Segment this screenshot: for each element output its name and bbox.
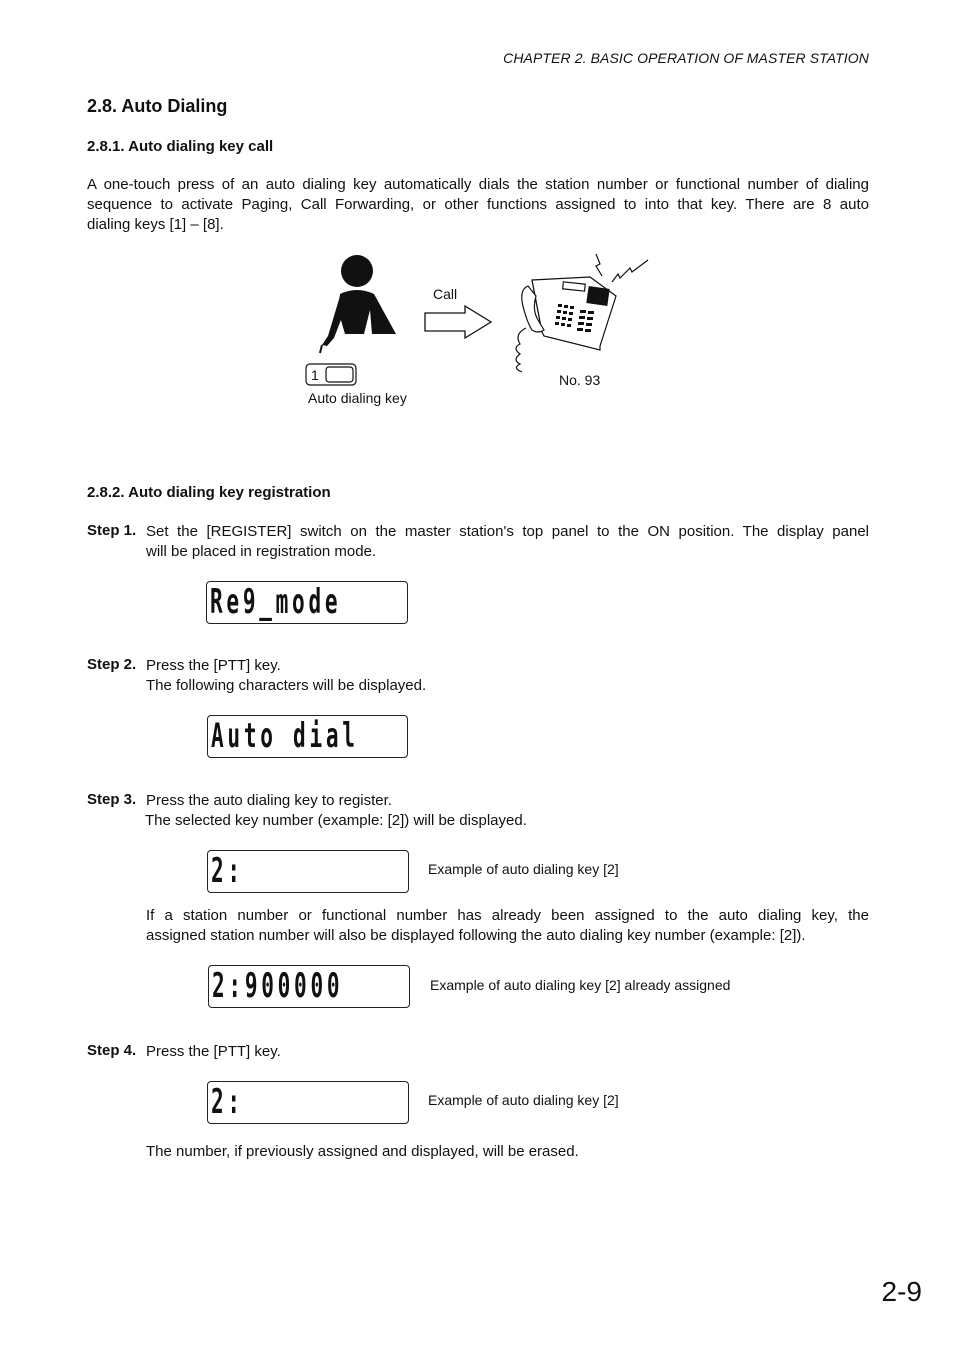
call-arrow-icon (425, 306, 491, 338)
person-icon (320, 255, 396, 353)
display-caption-step-3: Example of auto dialing key [2] (428, 861, 619, 877)
display-panel-step-3-assigned (208, 965, 410, 1008)
telephone-icon (516, 254, 648, 372)
step-3-line-2: The selected key number (example: [2]) will be displayed. (145, 812, 527, 829)
chapter-header: CHAPTER 2. BASIC OPERATION OF MASTER STATION (503, 50, 869, 66)
step-4-footer-text: The number, if previously assigned and displayed, will be erased. (146, 1143, 579, 1160)
step-3-extra-line-1: If a station number or functional number has already been assigned to the auto dialing key, the (146, 907, 869, 924)
step-4-label: Step 4. (87, 1042, 137, 1059)
call-label: Call (433, 286, 458, 302)
step-3-extra-line-2: assigned station number will also be displayed following the auto dialing key number (example: [2]). (146, 927, 806, 944)
intro-line-1: A one-touch press of an auto dialing key automatically dials the station number or functional number of dialing (87, 176, 869, 193)
step-2-line-1: Press the [PTT] key. (146, 657, 281, 674)
display-panel-step-1 (206, 581, 408, 624)
auto-dial-figure (300, 250, 660, 415)
step-1-label: Step 1. (87, 522, 137, 539)
step-3-text (146, 791, 869, 831)
step-2-label: Step 2. (87, 656, 137, 673)
subsection-title-2: 2.8.2. Auto dialing key registration (87, 484, 331, 501)
intro-paragraph (87, 175, 869, 235)
intro-line-3: dialing keys [1] – [8]. (87, 216, 224, 233)
step-3-label: Step 3. (87, 791, 137, 808)
display-caption-step-3-assigned: Example of auto dialing key [2] already assigned (430, 977, 731, 993)
display-text-step-4: 2: (211, 1082, 244, 1122)
key-number: 1 (311, 367, 319, 383)
step-4-line-1: Press the [PTT] key. (146, 1043, 281, 1060)
display-caption-step-4: Example of auto dialing key [2] (428, 1092, 619, 1108)
display-text-step-1: Re9_mode (210, 582, 342, 622)
display-text-step-3: 2: (211, 851, 244, 891)
subsection-title-1: 2.8.1. Auto dialing key call (87, 138, 274, 155)
step-1-text (146, 522, 869, 562)
key-label: Auto dialing key (308, 390, 407, 406)
display-panel-step-3 (207, 850, 409, 893)
step-2-text (146, 656, 869, 696)
step-4-text (146, 1042, 869, 1062)
step-1-line-1: Set the [REGISTER] switch on the master station's top panel to the ON position. The display panel (146, 523, 869, 540)
display-text-step-3-assigned: 2:900000 (212, 966, 344, 1006)
step-3-extra-text (146, 906, 869, 946)
station-label: No. 93 (559, 372, 601, 388)
step-2-line-2: The following characters will be displayed. (146, 677, 427, 694)
page-number: 2-9 (881, 1276, 922, 1307)
display-text-step-2: Auto dial (211, 716, 359, 756)
section-title: 2.8. Auto Dialing (87, 96, 228, 116)
display-panel-step-2 (207, 715, 408, 758)
step-3-line-1: Press the auto dialing key to register. (146, 792, 392, 809)
display-panel-step-4 (207, 1081, 409, 1124)
step-1-line-2: will be placed in registration mode. (146, 543, 377, 560)
intro-line-2: sequence to activate Paging, Call Forwarding, or other functions assigned to into that key. There are 8 auto (87, 196, 869, 213)
